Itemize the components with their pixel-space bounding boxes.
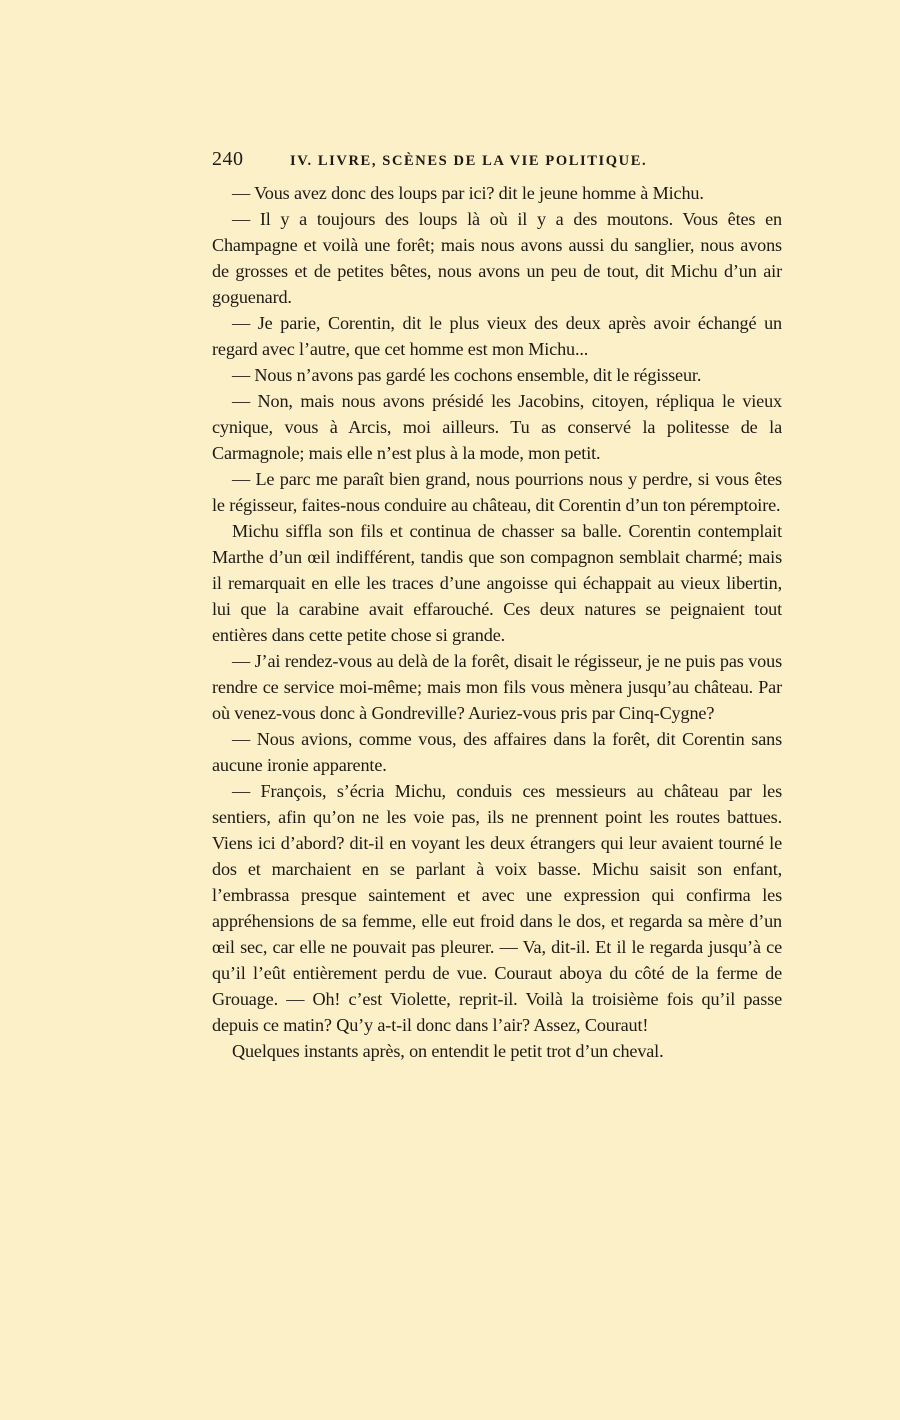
running-head xyxy=(212,148,782,178)
paragraph: — Il y a toujours des loups là où il y a des moutons. Vous êtes en Champagne et voilà une forêt; mais nous avons aussi du sanglier, nous avons de grosses et de petites bêtes, nous avons un peu de tout, dit Michu d’un air goguenard. xyxy=(212,209,782,307)
paragraph: Michu siffla son fils et continua de chasser sa balle. Corentin contemplait Marthe d’un œil indifférent, tandis que son compagnon semblait charmé; mais il remarquait en elle les traces d’une angoisse qui échappait au vieux libertin, lui que la carabine avait effarouché. Ces deux natures se peignaient tout entières dans cette petite chose si grande. xyxy=(212,521,782,645)
paragraph: — J’ai rendez-vous au delà de la forêt, disait le régisseur, je ne puis pas vous rendre ce service moi-même; mais mon fils vous mènera jusqu’au château. Par où venez-vous donc à Gondreville? Auriez-vous pris par Cinq-Cygne? xyxy=(212,651,782,723)
paragraph: Quelques instants après, on entendit le petit trot d’un cheval. xyxy=(232,1041,664,1061)
text-block xyxy=(212,148,782,1064)
paragraph: — François, s’écria Michu, conduis ces messieurs au château par les sentiers, afin qu’on ne les voie pas, ils ne prennent point les routes battues. Viens ici d’abord? dit-il en voyant les deux étrangers qui leur avaient tourné le dos et marchaient en se parlant à voix basse. Michu saisit son enfant, l’embrassa presque saintement et avec une expression qui confirma les appréhensions de sa femme, elle eut froid dans le dos, et regarda sa mère d’un œil sec, car elle ne pouvait pas pleurer. — Va, dit-il. Et il le regarda jusqu’à ce qu’il l’eût entièrement perdu de vue. Couraut aboya du côté de la ferme de Grouage. — Oh! c’est Violette, reprit-il. Voilà la troisième fois qu’il passe depuis ce matin? Qu’y a-t-il donc dans l’air? Assez, Couraut! xyxy=(212,781,782,1035)
paragraph: — Je parie, Corentin, dit le plus vieux des deux après avoir échangé un regard avec l’autre, que cet homme est mon Michu... xyxy=(212,313,782,359)
page-number: 240 xyxy=(212,148,244,170)
paragraph: — Le parc me paraît bien grand, nous pourrions nous y perdre, si vous êtes le régisseur, faites-nous conduire au château, dit Corentin d’un ton péremptoire. xyxy=(212,469,782,515)
paragraph: — Nous n’avons pas gardé les cochons ensemble, dit le régisseur. xyxy=(232,365,702,385)
running-head-title: IV. LIVRE, SCÈNES DE LA VIE POLITIQUE. xyxy=(290,153,648,169)
paragraph: — Vous avez donc des loups par ici? dit le jeune homme à Michu. xyxy=(232,183,704,203)
paragraph: — Nous avions, comme vous, des affaires dans la forêt, dit Corentin sans aucune ironie apparente. xyxy=(212,729,782,775)
paragraph: — Non, mais nous avons présidé les Jacobins, citoyen, répliqua le vieux cynique, vous à Arcis, moi ailleurs. Tu as conservé la politesse de la Carmagnole; mais elle n’est plus à la mode, mon petit. xyxy=(212,391,782,463)
